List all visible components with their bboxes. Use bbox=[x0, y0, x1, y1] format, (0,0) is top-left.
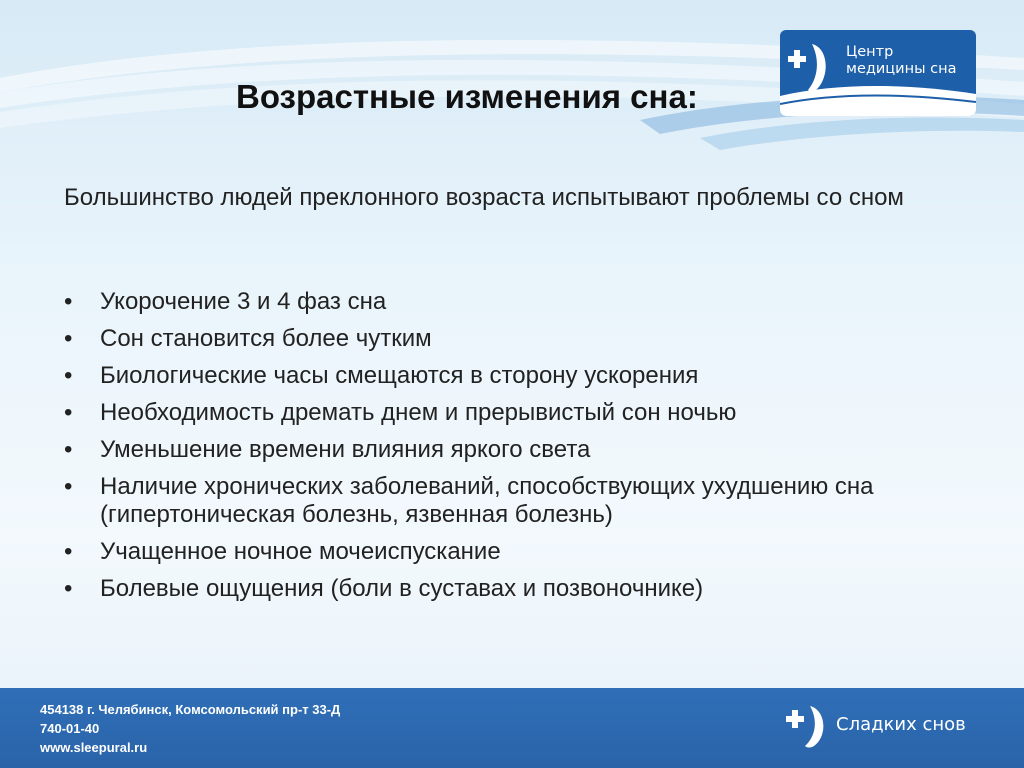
footer-phone: 740-01-40 bbox=[40, 721, 100, 736]
bullet-icon: • bbox=[64, 362, 73, 389]
bullet-icon: • bbox=[64, 399, 73, 426]
sleep-center-logo-icon bbox=[786, 704, 826, 748]
bullet-icon: • bbox=[64, 538, 73, 565]
list-item-text: Необходимость дремать днем и прерывистый сон ночью bbox=[100, 399, 737, 426]
list-item bbox=[64, 473, 964, 529]
list-item-text: Уменьшение времени влияния яркого света bbox=[100, 436, 591, 463]
list-item bbox=[64, 362, 964, 390]
logo-line1: Центр bbox=[846, 44, 894, 60]
list-item bbox=[64, 436, 964, 464]
list-item-text: Сон становится более чутким bbox=[100, 325, 432, 352]
list-item-text: Учащенное ночное мочеиспускание bbox=[100, 538, 501, 565]
list-item bbox=[64, 399, 964, 427]
list-item-text: Болевые ощущения (боли в суставах и позвоночнике) bbox=[100, 575, 704, 602]
footer bbox=[0, 688, 1024, 768]
list-item bbox=[64, 538, 964, 566]
bullet-icon: • bbox=[64, 325, 73, 352]
bullet-icon: • bbox=[64, 473, 73, 500]
sleep-center-logo bbox=[780, 30, 976, 116]
bullet-icon: • bbox=[64, 575, 73, 602]
bullet-icon: • bbox=[64, 288, 73, 315]
slide-title: Возрастные изменения сна: bbox=[236, 78, 698, 115]
list-item-text: Укорочение 3 и 4 фаз сна bbox=[100, 288, 387, 315]
bullet-icon: • bbox=[64, 436, 73, 463]
list-item-text: Наличие хронических заболеваний, способствующих ухудшению сна (гипертоническая болезнь, язвенная болезнь) bbox=[100, 473, 874, 528]
footer-slogan: Сладких снов bbox=[836, 714, 966, 735]
footer-address: 454138 г. Челябинск, Комсомольский пр-т 33-Д bbox=[40, 702, 341, 717]
intro-text: Большинство людей преклонного возраста испытывают проблемы со сном bbox=[64, 184, 904, 211]
list-item bbox=[64, 288, 964, 316]
footer-website-link[interactable]: www.sleepural.ru bbox=[40, 740, 148, 755]
footer-contact-info bbox=[40, 700, 340, 757]
list-item-text: Биологические часы смещаются в сторону ускорения bbox=[100, 362, 699, 389]
list-item bbox=[64, 575, 964, 603]
footer-logo bbox=[786, 704, 976, 748]
logo-text bbox=[846, 44, 956, 78]
bullet-list bbox=[64, 288, 964, 612]
logo-line2: медицины сна bbox=[846, 61, 957, 77]
list-item bbox=[64, 325, 964, 353]
logo-wave-decoration bbox=[780, 82, 976, 116]
